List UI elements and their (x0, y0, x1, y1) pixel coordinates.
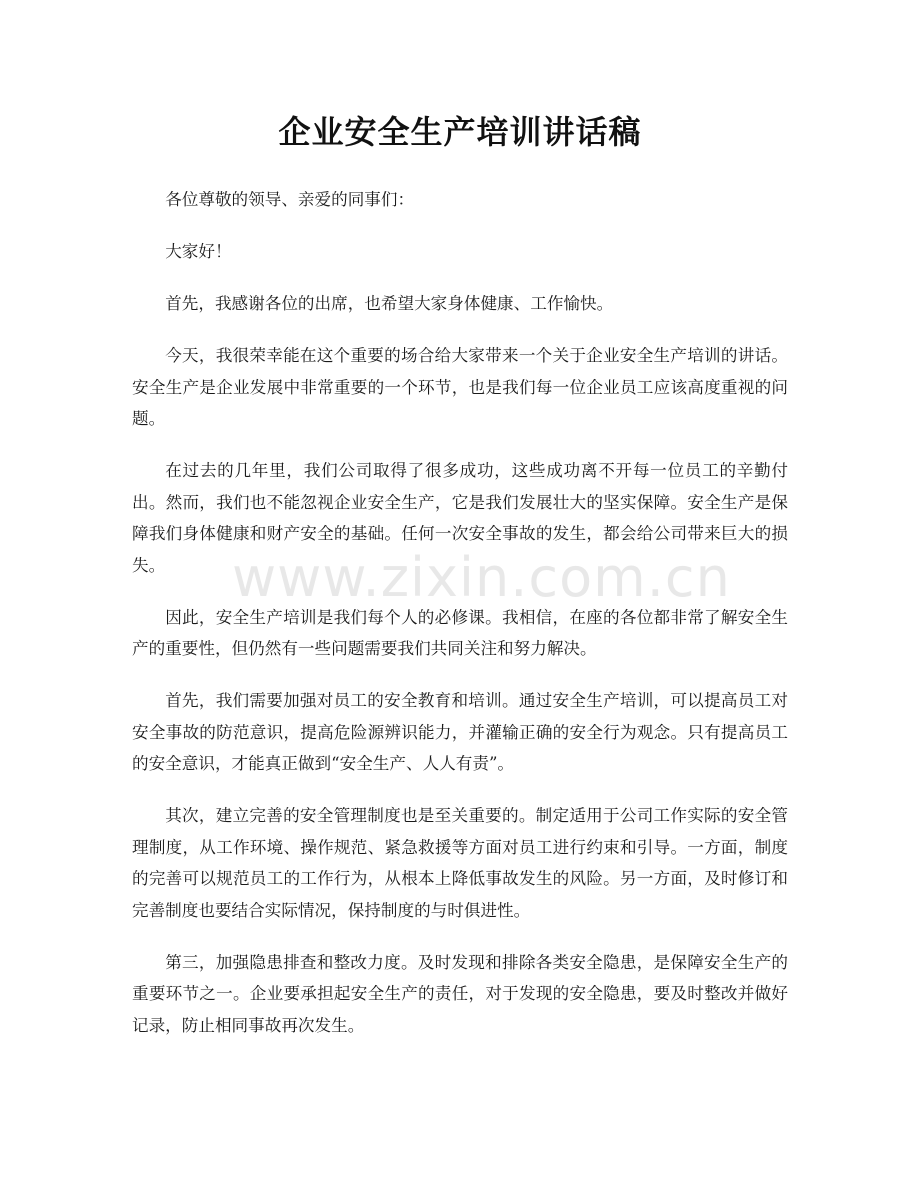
paragraph-point-education: 首先，我们需要加强对员工的安全教育和培训。通过安全生产培训，可以提高员工对安全事故的防范意识，提高危险源辨识能力，并灌输正确的安全行为观念。只有提高员工的安全意识，才能真正做到“安全生产、人人有责”。 (132, 691, 788, 773)
paragraph-point-hazards: 第三，加强隐患排查和整改力度。及时发现和排除各类安全隐患，是保障安全生产的重要环节之一。企业要承担起安全生产的责任，对于发现的安全隐患，要及时整改并做好记录，防止相同事故再次发生。 (132, 952, 788, 1035)
document-title: 企业安全生产培训讲话稿 (278, 113, 642, 151)
watermark: www.zixin.com.cn (232, 546, 731, 609)
paragraph-introduction: 今天，我很荣幸能在这个重要的场合给大家带来一个关于企业安全生产培训的讲话。安全生产是企业发展中非常重要的一个环节，也是我们每一位企业员工应该高度重视的问题。 (132, 346, 788, 428)
paragraph-thanks: 首先，我感谢各位的出席，也希望大家身体健康、工作愉快。 (165, 294, 614, 313)
paragraph-greeting: 大家好！ (165, 242, 232, 261)
document-body (132, 184, 788, 1062)
paragraph-salutation: 各位尊敬的领导、亲爱的同事们： (165, 190, 415, 209)
paragraph-background: 在过去的几年里，我们公司取得了很多成功，这些成功离不开每一位员工的辛勤付出。然而，我们也不能忽视企业安全生产，它是我们发展壮大的坚实保障。安全生产是保障我们身体健康和财产安全的基础。任何一次安全事故的发生，都会给公司带来巨大的损失。 (132, 461, 788, 575)
paragraph-point-management: 其次，建立完善的安全管理制度也是至关重要的。制定适用于公司工作实际的安全管理制度，从工作环境、操作规范、紧急救援等方面对员工进行约束和引导。一方面，制度的完善可以规范员工的工作行为，从根本上降低事故发生的风险。另一方面，及时修订和完善制度也要结合实际情况，保持制度的与时俱进性。 (132, 806, 788, 920)
paragraph-therefore: 因此，安全生产培训是我们每个人的必修课。我相信，在座的各位都非常了解安全生产的重要性，但仍然有一些问题需要我们共同关注和努力解决。 (132, 607, 788, 658)
